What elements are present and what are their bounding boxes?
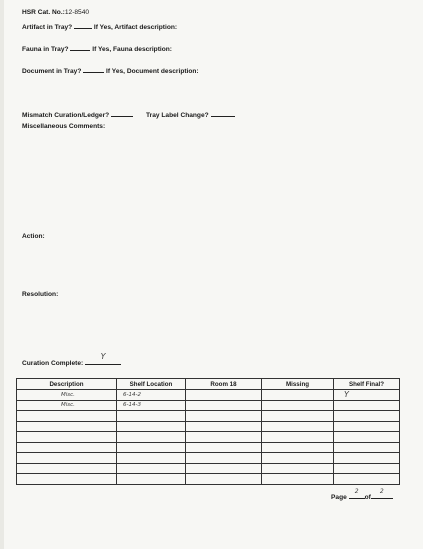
- cell-room-18[interactable]: [186, 421, 262, 432]
- cell-shelf-final[interactable]: [334, 453, 400, 464]
- cell-missing[interactable]: [262, 390, 334, 401]
- cell-description[interactable]: [17, 411, 117, 422]
- artifact-row: [22, 21, 177, 31]
- of-label: of: [364, 494, 371, 501]
- misc-comments-label: Miscellaneous Comments:: [22, 123, 106, 130]
- fauna-answer-blank[interactable]: [70, 43, 90, 51]
- cell-description[interactable]: [17, 453, 117, 464]
- fauna-label: Fauna in Tray?: [22, 46, 69, 53]
- catalog-label: HSR Cat. No.:: [22, 9, 65, 16]
- cell-shelf-final[interactable]: [334, 421, 400, 432]
- mismatch-answer-blank[interactable]: [111, 109, 133, 117]
- artifact-label: Artifact in Tray?: [22, 24, 73, 31]
- curation-complete-label: Curation Complete:: [22, 360, 84, 367]
- curation-complete-value: Y: [100, 352, 106, 361]
- table-row: [17, 421, 400, 432]
- document-row: [22, 65, 199, 75]
- table-row: [17, 453, 400, 464]
- col-header-missing: Missing: [262, 379, 334, 390]
- cell-missing[interactable]: [262, 474, 334, 485]
- cell-room-18[interactable]: [186, 411, 262, 422]
- table-row: [17, 411, 400, 422]
- artifact-answer-blank[interactable]: [74, 21, 92, 29]
- curation-complete-row: [22, 352, 121, 367]
- cell-shelf-final[interactable]: [334, 474, 400, 485]
- mismatch-label: Mismatch Curation/Ledger?: [22, 112, 110, 119]
- cell-missing[interactable]: [262, 421, 334, 432]
- col-header-room-18: Room 18: [186, 379, 262, 390]
- cell-missing[interactable]: [262, 400, 334, 411]
- document-desc-label: If Yes, Document description:: [106, 68, 199, 75]
- cell-shelf-location[interactable]: 6-14-2: [117, 390, 186, 401]
- cell-description[interactable]: Misc.: [17, 390, 117, 401]
- table-row: [17, 432, 400, 443]
- of-value: 2: [379, 488, 384, 495]
- cell-shelf-final[interactable]: [334, 463, 400, 474]
- cell-shelf-location[interactable]: [117, 432, 186, 443]
- cell-room-18[interactable]: [186, 390, 262, 401]
- cell-description[interactable]: [17, 474, 117, 485]
- cell-room-18[interactable]: [186, 432, 262, 443]
- cell-missing[interactable]: [262, 463, 334, 474]
- shelf-table: [16, 378, 400, 485]
- table-row: [17, 474, 400, 485]
- catalog-value: 12-8540: [64, 9, 90, 16]
- of-blank[interactable]: [371, 488, 393, 499]
- cell-room-18[interactable]: [186, 442, 262, 453]
- page-label: Page: [331, 494, 347, 501]
- cell-description[interactable]: [17, 432, 117, 443]
- cell-shelf-location[interactable]: [117, 411, 186, 422]
- col-header-description: Description: [17, 379, 117, 390]
- cell-missing[interactable]: [262, 453, 334, 464]
- cell-shelf-location[interactable]: [117, 453, 186, 464]
- document-label: Document in Tray?: [22, 68, 82, 75]
- page-edge: [0, 0, 4, 549]
- cell-description[interactable]: [17, 421, 117, 432]
- cell-room-18[interactable]: [186, 453, 262, 464]
- tray-label-change-row: [146, 109, 235, 119]
- catalog-number: [22, 9, 89, 16]
- curation-complete-blank[interactable]: [85, 352, 121, 365]
- resolution-label: Resolution:: [22, 291, 59, 298]
- cell-shelf-location[interactable]: [117, 421, 186, 432]
- artifact-desc-label: If Yes, Artifact description:: [93, 24, 178, 31]
- cell-shelf-location[interactable]: [117, 474, 186, 485]
- col-header-shelf-location: Shelf Location: [117, 379, 186, 390]
- cell-shelf-final[interactable]: [334, 432, 400, 443]
- action-label: Action:: [22, 233, 45, 240]
- cell-missing[interactable]: [262, 411, 334, 422]
- cell-shelf-location[interactable]: [117, 442, 186, 453]
- fauna-row: [22, 43, 172, 53]
- cell-description[interactable]: [17, 463, 117, 474]
- cell-description[interactable]: [17, 442, 117, 453]
- cell-shelf-location[interactable]: [117, 463, 186, 474]
- fauna-desc-label: If Yes, Fauna description:: [92, 46, 172, 53]
- page-blank[interactable]: [349, 488, 365, 499]
- cell-missing[interactable]: [262, 432, 334, 443]
- table-row: [17, 463, 400, 474]
- table-row: [17, 442, 400, 453]
- page-value: 2: [354, 488, 359, 495]
- mismatch-row: [22, 109, 133, 119]
- tray-label-change-blank[interactable]: [211, 109, 235, 117]
- table-header-row: [17, 379, 400, 390]
- cell-room-18[interactable]: [186, 474, 262, 485]
- page-number-row: [331, 488, 393, 501]
- cell-shelf-final[interactable]: [334, 400, 400, 411]
- table-row: [17, 390, 400, 401]
- cell-description[interactable]: Misc.: [17, 400, 117, 411]
- tray-label-change-label: Tray Label Change?: [146, 112, 209, 119]
- document-answer-blank[interactable]: [83, 65, 104, 73]
- table-row: [17, 400, 400, 411]
- cell-shelf-location[interactable]: 6-14-3: [117, 400, 186, 411]
- cell-shelf-final[interactable]: Y: [334, 390, 400, 401]
- cell-room-18[interactable]: [186, 400, 262, 411]
- cell-room-18[interactable]: [186, 463, 262, 474]
- cell-shelf-final[interactable]: [334, 411, 400, 422]
- col-header-shelf-final: Shelf Final?: [334, 379, 400, 390]
- cell-missing[interactable]: [262, 442, 334, 453]
- cell-shelf-final[interactable]: [334, 442, 400, 453]
